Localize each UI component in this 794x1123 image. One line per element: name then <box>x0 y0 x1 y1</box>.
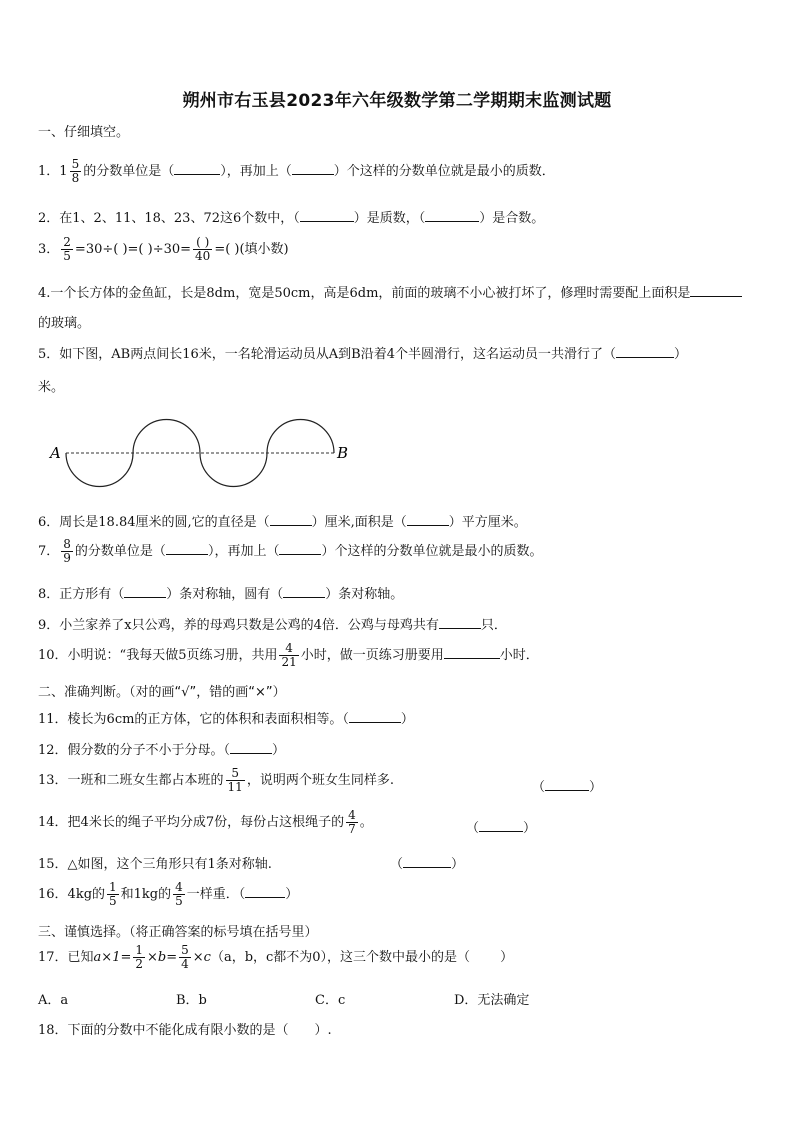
question-15-answer: （ ） <box>390 857 465 872</box>
fraction: $\frac{( )}{40}$ <box>195 235 211 263</box>
question-13-answer: （ ） <box>532 780 603 795</box>
question-15: 15．△如图，这个三角形只有1条对称轴. <box>38 857 272 872</box>
answer-blank[interactable] <box>292 162 334 175</box>
question-4: 4.一个长方体的金鱼缸，长是8dm，宽是50cm，高是6dm，前面的玻璃不小心被打坏了，修理时需要配上面积是 <box>38 282 742 301</box>
fraction: $\frac{2}{5}$ <box>63 235 71 263</box>
question-16: 16．4kg的 $\frac{1}{5}$ 和1kg的 $\frac{4}{5}$ 一样重．（ ） <box>38 880 299 908</box>
question-18: 18．下面的分数中不能化成有限小数的是（ ）. <box>38 1023 332 1038</box>
answer-blank[interactable] <box>616 345 674 358</box>
answer-blank[interactable] <box>407 513 449 526</box>
fraction: $\frac{5}{4}$ <box>181 943 189 971</box>
answer-blank[interactable] <box>230 741 272 754</box>
option-c[interactable]: C．c <box>315 993 346 1008</box>
answer-blank[interactable] <box>439 616 481 629</box>
fraction: $\frac{8}{9}$ <box>63 537 71 565</box>
answer-blank[interactable] <box>124 585 166 598</box>
answer-blank[interactable] <box>425 209 479 222</box>
answer-blank[interactable] <box>279 542 321 555</box>
fraction: $\frac{4}{5}$ <box>175 880 183 908</box>
question-11: 11．棱长为6cm的正方体，它的体积和表面积相等。（ ） <box>38 712 414 727</box>
question-5: 5．如下图，AB两点间长16米，一名轮滑运动员从A到B沿着4个半圆滑行，这名运动员一共滑行了（ ） <box>38 347 687 362</box>
fraction: $\frac{5}{8}$ <box>71 157 80 185</box>
question-17: 17．已知a×1= $\frac{1}{2}$ ×b= $\frac{5}{4}$ ×c（a，b，c都不为0），这三个数中最小的是（ ） <box>38 943 514 971</box>
page-title: 朔州市右玉县2023年六年级数学第二学期期末监测试题 <box>182 91 612 111</box>
answer-blank[interactable] <box>690 284 742 297</box>
fraction: $\frac{4}{21}$ <box>281 641 297 669</box>
point-label-b: B <box>337 444 349 462</box>
answer-blank[interactable] <box>349 710 401 723</box>
question-3: 3． $\frac{2}{5}$ =30÷( )=( )÷30= $\frac{( )}{40}$ =( )(填小数) <box>38 235 289 263</box>
section-heading-true-false: 二、准确判断。（对的画“√”，错的画“×”） <box>38 685 286 700</box>
fraction: $\frac{1}{5}$ <box>109 880 117 908</box>
answer-blank[interactable] <box>444 646 500 659</box>
question-4-cont: 的玻璃。 <box>38 316 91 331</box>
question-1: 1．1 $\frac{5}{8}$ 的分数单位是（ ），再加上（ ）个这样的分数单位就是最小的质数． <box>38 157 555 185</box>
option-b[interactable]: B．b <box>176 993 207 1008</box>
question-12: 12．假分数的分子不小于分母。（ ） <box>38 743 286 758</box>
answer-blank[interactable] <box>479 819 523 832</box>
answer-blank[interactable] <box>245 885 285 898</box>
answer-blank[interactable] <box>403 855 451 868</box>
question-7: 7． $\frac{8}{9}$ 的分数单位是（ ），再加上（ ）个这样的分数单位就是最小的质数。 <box>38 537 543 565</box>
question-2: 2．在1、2、11、18、23、72这6个数中，（ ）是质数，（ ）是合数。 <box>38 211 545 226</box>
semicircle-path-figure <box>0 400 794 510</box>
answer-blank[interactable] <box>166 542 208 555</box>
question-14-answer: （ ） <box>466 821 537 836</box>
section-heading-multiple-choice: 三、谨慎选择。（将正确答案的标号填在括号里） <box>38 925 318 940</box>
question-13: 13．一班和二班女生都占本班的 $\frac{5}{11}$ ，说明两个班女生同样多. <box>38 766 394 794</box>
fraction: $\frac{1}{2}$ <box>135 943 143 971</box>
answer-blank[interactable] <box>283 585 325 598</box>
question-8: 8．正方形有（ ）条对称轴，圆有（ ）条对称轴。 <box>38 587 404 602</box>
answer-blank[interactable] <box>300 209 354 222</box>
option-d[interactable]: D．无法确定 <box>454 993 530 1008</box>
section-heading-fill-blanks: 一、仔细填空。 <box>38 125 130 140</box>
option-a[interactable]: A．a <box>38 993 69 1008</box>
answer-blank[interactable] <box>270 513 312 526</box>
question-6: 6．周长是18.84厘米的圆,它的直径是（ ）厘米,面积是（ ）平方厘米。 <box>38 515 527 530</box>
question-10: 10．小明说：“我每天做5页练习册，共用 $\frac{4}{21}$ 小时，做一页练习册要用 小时． <box>38 641 539 669</box>
fraction: $\frac{5}{11}$ <box>227 766 243 794</box>
answer-blank[interactable] <box>174 162 220 175</box>
question-5-cont: 米。 <box>38 380 65 395</box>
answer-blank[interactable] <box>545 778 589 791</box>
question-9: 9．小兰家养了x只公鸡，养的母鸡只数是公鸡的4倍．公鸡与母鸡共有 只． <box>38 618 507 633</box>
point-label-a: A <box>50 444 61 462</box>
fraction: $\frac{4}{7}$ <box>348 808 356 836</box>
question-14: 14．把4米长的绳子平均分成7份，每份占这根绳子的 $\frac{4}{7}$ 。 <box>38 808 373 836</box>
